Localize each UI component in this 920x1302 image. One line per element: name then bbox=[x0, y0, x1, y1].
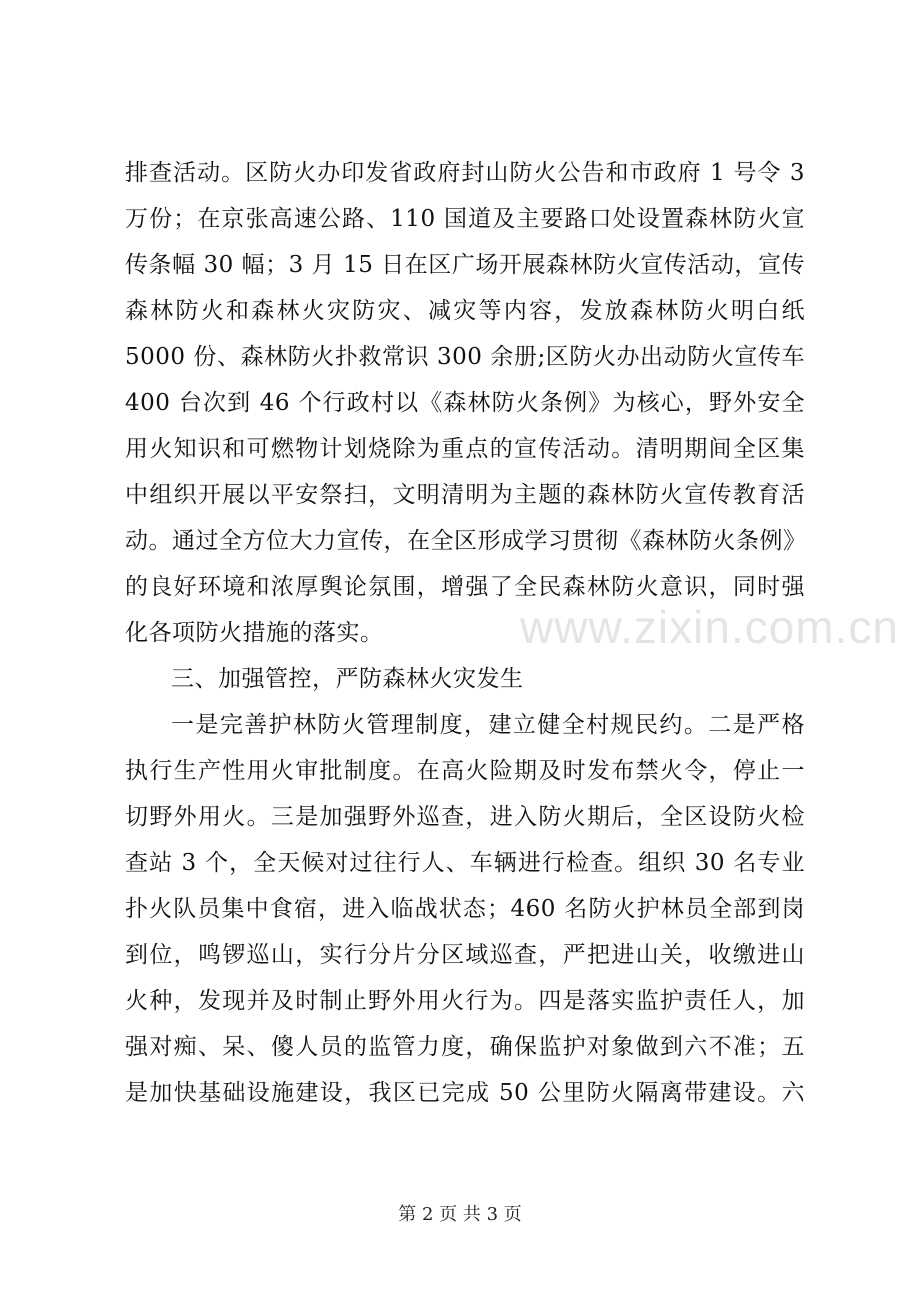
paragraph-line: 用火知识和可燃物计划烧除为重点的宣传活动。清明期间全区集 bbox=[125, 436, 805, 462]
paragraph-line: 是加快基础设施建设，我区已完成 50 公里防火隔离带建设。六 bbox=[125, 1080, 805, 1106]
paragraph-line: 传条幅 30 幅；3 月 15 日在区广场开展森林防火宣传活动，宣传 bbox=[125, 252, 805, 278]
paragraph-line: 查站 3 个，全天候对过往行人、车辆进行检查。组织 30 名专业 bbox=[125, 850, 805, 876]
paragraph-line: 万份；在京张高速公路、110 国道及主要路口处设置森林防火宣 bbox=[125, 206, 805, 232]
paragraph-line: 中组织开展以平安祭扫，文明清明为主题的森林防火宣传教育活 bbox=[125, 482, 805, 508]
watermark: www.zixin.com.cn bbox=[520, 601, 899, 653]
paragraph-line: 切野外用火。三是加强野外巡查，进入防火期后，全区设防火检 bbox=[125, 804, 805, 830]
document-body bbox=[125, 150, 805, 1116]
page-footer: 第 2 页 共 3 页 bbox=[398, 1204, 522, 1225]
paragraph-line: 化各项防火措施的落实。 bbox=[125, 620, 384, 646]
paragraph-line: 到位，鸣锣巡山，实行分片分区域巡查，严把进山关，收缴进山 bbox=[125, 942, 805, 968]
paragraph-line: 动。通过全方位大力宣传，在全区形成学习贯彻《森林防火条例》 bbox=[125, 528, 807, 554]
paragraph-line: 执行生产性用火审批制度。在高火险期及时发布禁火令，停止一 bbox=[125, 758, 805, 784]
paragraph-line: 一是完善护林防火管理制度，建立健全村规民约。二是严格 bbox=[171, 712, 805, 738]
paragraph-line: 5000 份、森林防火扑救常识 300 余册;区防火办出动防火宣传车 bbox=[125, 344, 805, 370]
paragraph-line: 400 台次到 46 个行政村以《森林防火条例》为核心，野外安全 bbox=[125, 390, 805, 416]
paragraph-line: 火种，发现并及时制止野外用火行为。四是落实监护责任人，加 bbox=[125, 988, 805, 1014]
paragraph-line: 强对痴、呆、傻人员的监管力度，确保监护对象做到六不准；五 bbox=[125, 1034, 805, 1060]
paragraph-line: 森林防火和森林火灾防灾、减灾等内容，发放森林防火明白纸 bbox=[125, 298, 805, 324]
paragraph-line: 扑火队员集中食宿，进入临战状态；460 名防火护林员全部到岗 bbox=[125, 896, 805, 922]
paragraph-line: 排查活动。区防火办印发省政府封山防火公告和市政府 1 号令 3 bbox=[125, 160, 805, 186]
paragraph-line: 的良好环境和浓厚舆论氛围，增强了全民森林防火意识，同时强 bbox=[125, 574, 805, 600]
section-heading: 三、加强管控，严防森林火灾发生 bbox=[171, 666, 524, 692]
